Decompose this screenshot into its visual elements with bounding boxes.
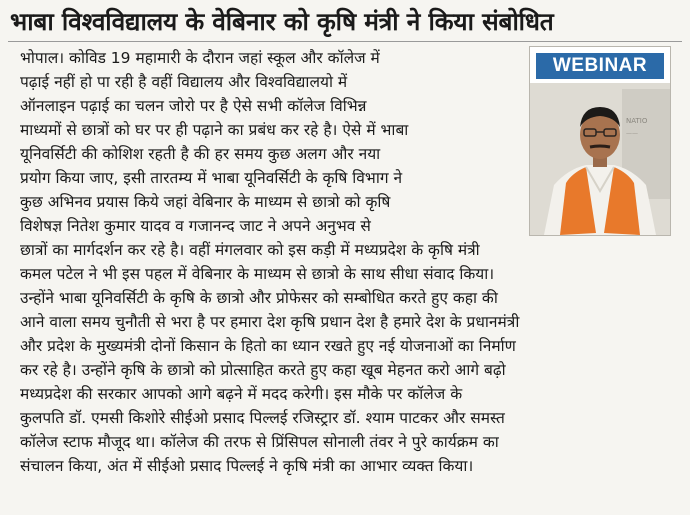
- svg-text:——: ——: [626, 130, 638, 137]
- headline-divider: [8, 41, 682, 42]
- article-line: ऑनलाइन पढ़ाई का चलन जोरो पर है ऐसे सभी कॉलेज विभिन्न: [20, 97, 367, 115]
- article-line: यूनिवर्सिटी की कोशिश रहती है की हर समय कुछ अलग और नया: [20, 145, 381, 163]
- article-line: माध्यमों से छात्रों को घर पर ही पढ़ाने का प्रबंध कर रहे है। ऐसे में भाबा: [20, 121, 409, 139]
- svg-text:NATIO: NATIO: [626, 117, 648, 125]
- headline: भाबा विश्वविद्यालय के वेबिनार को कृषि मंत्री ने किया संबोधित: [10, 7, 554, 36]
- article-line: कमल पटेल ने भी इस पहल में वेबिनार के माध्यम से छात्रो के साथ सीधा संवाद किया।: [20, 265, 495, 283]
- webinar-photo: [529, 46, 671, 236]
- article-line: कुछ अभिनव प्रयास किये जहां वेबिनार के माध्यम से छात्रो को कृषि: [20, 193, 391, 211]
- article-line: छात्रों का मार्गदर्शन कर रहे है। वहीं मंगलवार को इस कड़ी में मध्यप्रदेश के कृषि मंत्री: [20, 241, 480, 259]
- article-line: पढ़ाई नहीं हो पा रही है वहीं विद्यालय और विश्वविद्यालयो में: [20, 73, 348, 91]
- article-line: विशेषज्ञ नितेश कुमार यादव व गजानन्द जाट ने अपने अनुभव से: [20, 217, 371, 235]
- article-line: और प्रदेश के मुख्यमंत्री दोनों किसान के हितो का ध्यान रखते हुए नई योजनाओं का निर्माण: [20, 337, 516, 355]
- photo-banner: [530, 47, 670, 83]
- article-line: मध्यप्रदेश की सरकार आपको आगे बढ़ने में मदद करेगी। इस मौके पर कॉलेज के: [20, 385, 463, 403]
- article-line: प्रयोग किया जाए, इसी तारतम्य में भाबा यूनिवर्सिटी के कृषि विभाग ने: [20, 169, 403, 187]
- article-line: कुलपति डॉ. एमसी किशोरे सीईओ प्रसाद पिल्लई रजिस्ट्रार डॉ. श्याम पाटकर और समस्त: [20, 409, 505, 427]
- article-line: भोपाल। कोविड 19 महामारी के दौरान जहां स्कूल और कॉलेज में: [20, 49, 380, 67]
- article-line: कॉलेज स्टाफ मौजूद था। कॉलेज की तरफ से प्रिंसिपल सोनाली तंवर ने पुरे कार्यक्रम का: [20, 433, 499, 451]
- speaker-portrait: [530, 83, 670, 235]
- webinar-badge: WEBINAR: [536, 53, 664, 79]
- article-line: कर रहे है। उन्होंने कृषि के छात्रो को प्रोत्साहित करते हुए कहा खूब मेहनत करो आगे बढ़ो: [20, 361, 506, 379]
- article-line: उन्होंने भाबा यूनिवर्सिटी के कृषि के छात्रो और प्रोफेसर को सम्बोधित करते हुए कहा की: [20, 289, 498, 307]
- article-line: संचालन किया, अंत में सीईओ प्रसाद पिल्लई ने कृषि मंत्री का आभार व्यक्त किया।: [20, 457, 474, 475]
- article-line: आने वाला समय चुनौती से भरा है पर हमारा देश कृषि प्रधान देश है हमारे देश के प्रधानमंत्री: [20, 313, 520, 331]
